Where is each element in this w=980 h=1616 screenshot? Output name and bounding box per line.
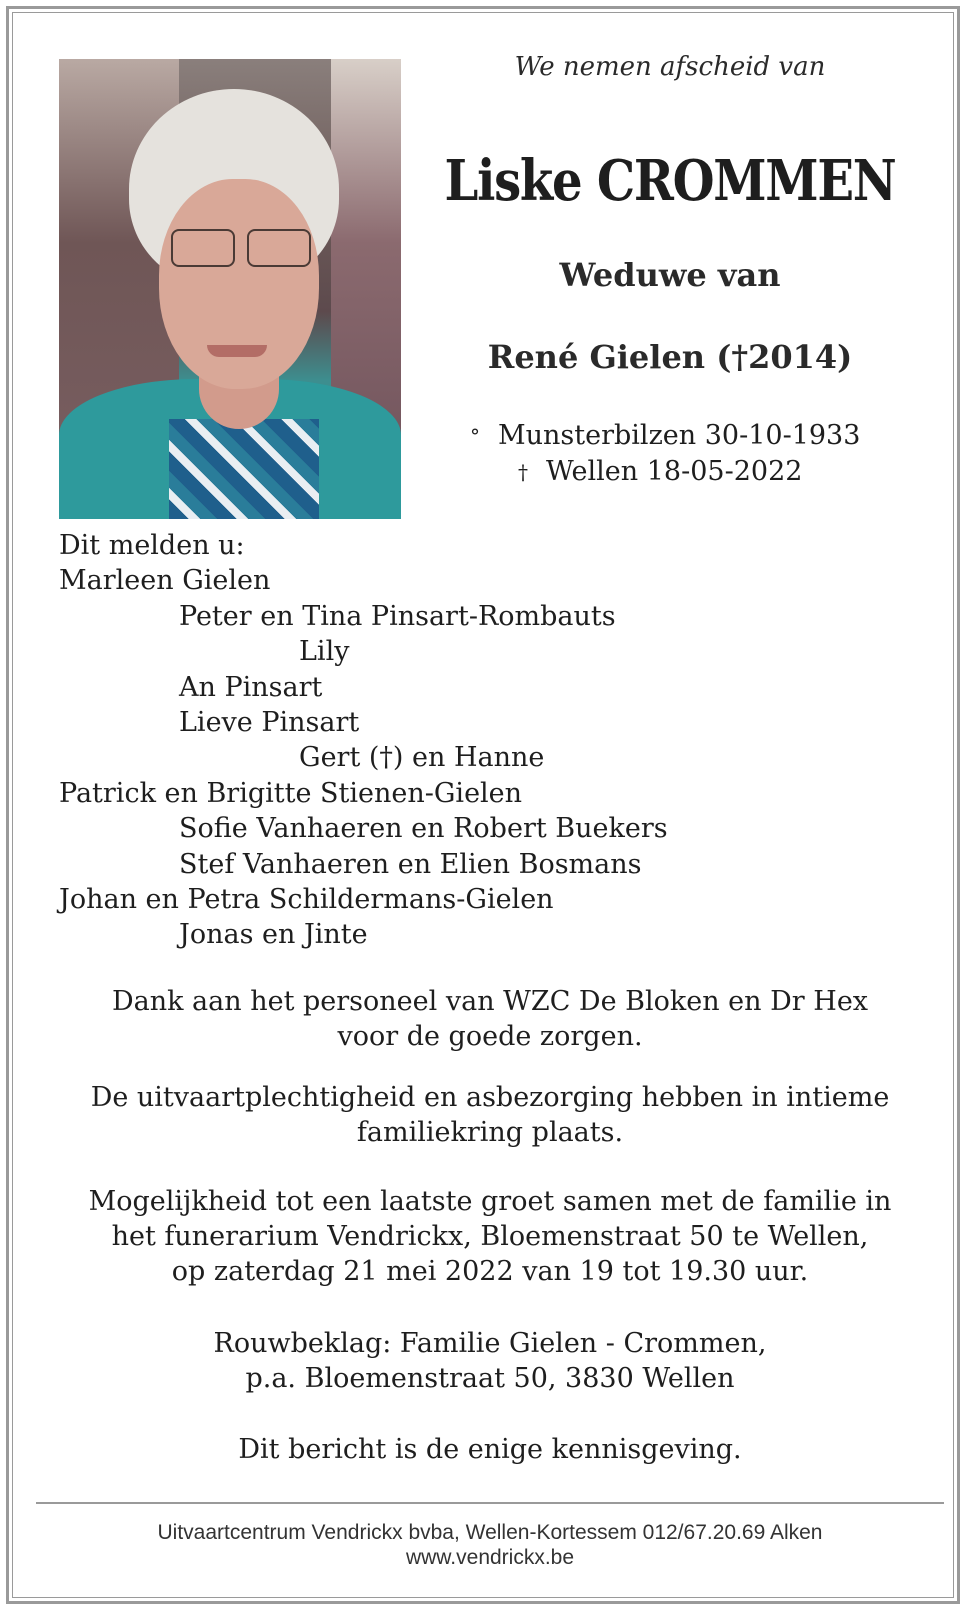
death-symbol: † bbox=[518, 460, 528, 484]
family-line: Patrick en Brigitte Stienen-Gielen bbox=[59, 777, 523, 809]
ceremony-paragraph bbox=[40, 1080, 940, 1150]
family-line: Lily bbox=[299, 636, 350, 668]
family-line: Lieve Pinsart bbox=[179, 707, 360, 739]
death-date: Wellen 18-05-2022 bbox=[546, 456, 803, 487]
photo-glasses-right bbox=[247, 229, 311, 267]
birth-symbol: ° bbox=[470, 424, 480, 448]
footer-company: Uitvaartcentrum Vendrickx bvba, Wellen-Kortessem 012/67.20.69 Alken bbox=[157, 1521, 823, 1544]
husband-name: René Gielen (†2014) bbox=[487, 338, 853, 376]
widow-label: Weduwe van bbox=[559, 256, 781, 294]
dates-block bbox=[470, 418, 930, 490]
visit-paragraph bbox=[40, 1184, 940, 1289]
visit-line: Mogelijkheid tot een laatste groet samen met de familie in bbox=[88, 1186, 892, 1217]
ceremony-line: De uitvaartplechtigheid en asbezorging hebben in intieme bbox=[90, 1082, 890, 1113]
portrait-photo bbox=[59, 59, 401, 519]
condolences-line: Rouwbeklag: Familie Gielen - Crommen, bbox=[213, 1328, 767, 1359]
footer-divider bbox=[36, 1502, 944, 1504]
photo-glasses-left bbox=[171, 229, 235, 267]
visit-line: het funerarium Vendrickx, Bloemenstraat 50 te Wellen, bbox=[111, 1221, 869, 1252]
footer bbox=[36, 1520, 944, 1570]
photo-mouth bbox=[207, 345, 267, 357]
death-row bbox=[470, 454, 930, 490]
family-line: Sofie Vanhaeren en Robert Buekers bbox=[179, 813, 668, 845]
family-line: Marleen Gielen bbox=[59, 565, 271, 597]
visit-line: op zaterdag 21 mei 2022 van 19 tot 19.30 uur. bbox=[171, 1256, 809, 1287]
family-line: Jonas en Jinte bbox=[179, 919, 368, 951]
intro-text: We nemen afscheid van bbox=[514, 52, 826, 82]
ceremony-line: familiekring plaats. bbox=[356, 1117, 624, 1148]
family-intro: Dit melden u: bbox=[59, 530, 245, 561]
deceased-name: Liske CROMMEN bbox=[444, 148, 896, 214]
family-line: Peter en Tina Pinsart-Rombauts bbox=[179, 600, 616, 632]
family-line: Johan en Petra Schildermans-Gielen bbox=[59, 884, 554, 916]
notice-paragraph: Dit bericht is de enige kennisgeving. bbox=[238, 1434, 742, 1465]
family-line: An Pinsart bbox=[179, 671, 323, 703]
thanks-line: Dank aan het personeel van WZC De Bloken en Dr Hex bbox=[111, 986, 869, 1017]
birth-date: Munsterbilzen 30-10-1933 bbox=[498, 420, 861, 451]
family-list bbox=[59, 528, 939, 953]
birth-row bbox=[470, 418, 930, 454]
footer-website-link[interactable]: www.vendrickx.be bbox=[405, 1546, 575, 1569]
thanks-line: voor de goede zorgen. bbox=[337, 1021, 643, 1052]
photo-blouse bbox=[169, 419, 319, 519]
condolences-paragraph bbox=[40, 1326, 940, 1396]
family-line: Stef Vanhaeren en Elien Bosmans bbox=[179, 848, 642, 880]
photo-face bbox=[159, 179, 319, 389]
condolences-line: p.a. Bloemenstraat 50, 3830 Wellen bbox=[245, 1363, 735, 1394]
thanks-paragraph bbox=[40, 984, 940, 1054]
family-line: Gert (†) en Hanne bbox=[299, 742, 545, 774]
